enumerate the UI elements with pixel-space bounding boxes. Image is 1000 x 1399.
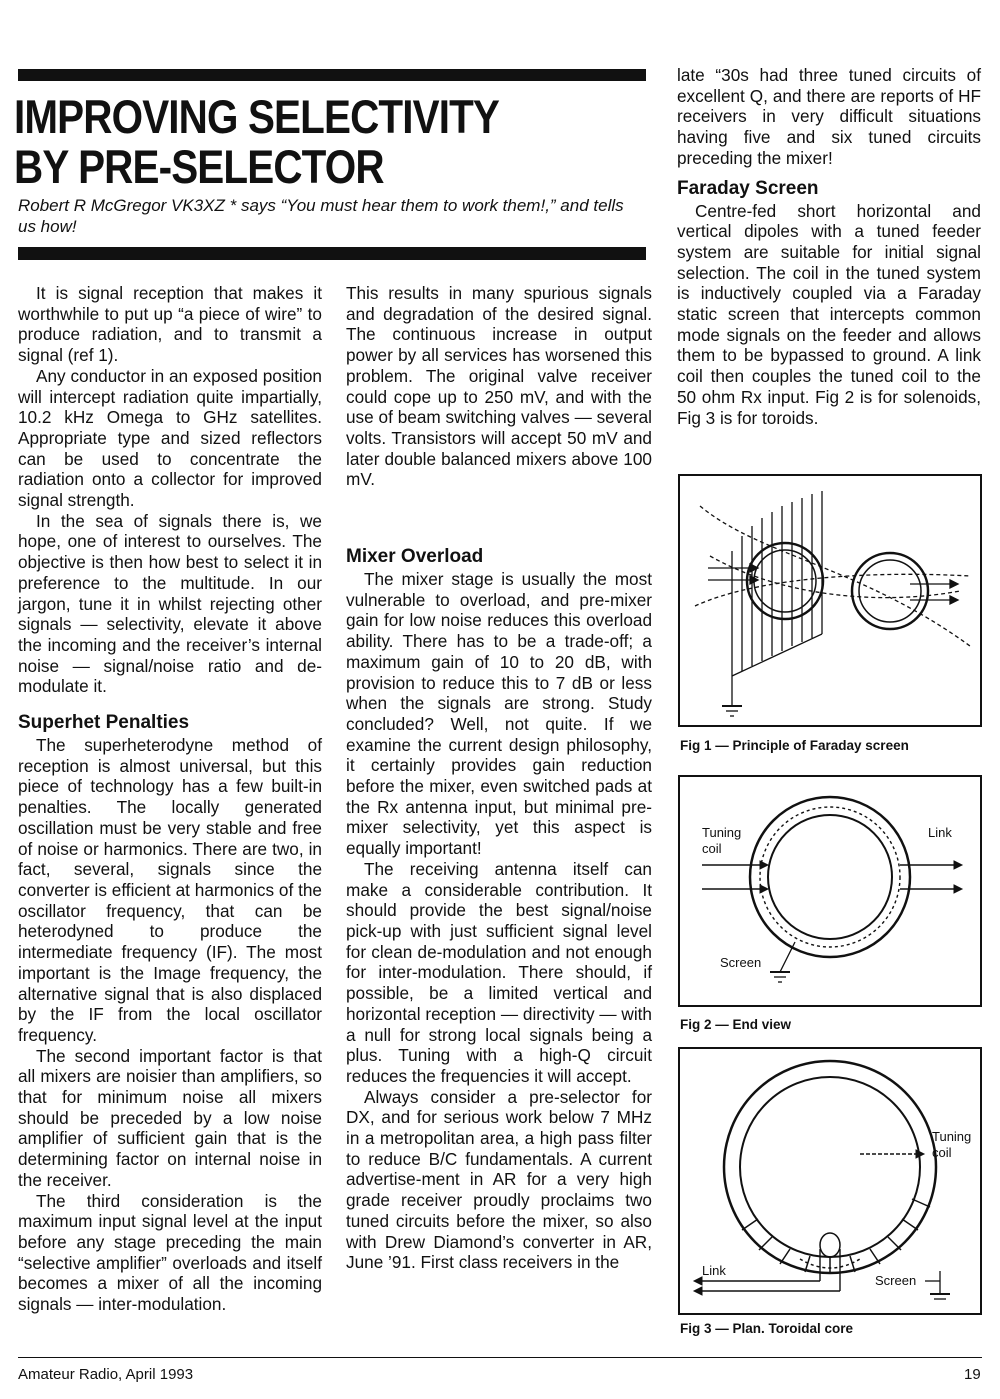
fig3-tuning-label-1: Tuning xyxy=(932,1129,972,1144)
paragraph: The mixer stage is usually the most vulnerable to overload, and pre-mixer gain for low noise reduces this overload ability. There has to be a trade-off; a maximum gain of 10 to 20 dB, with provision to reduce this to 7 dB or less when the signals are strong. Study concluded? Well, not quite. If we examine the current design philosophy, it certainly provides gain reduction before the mixer, even switched pads at the Rx antenna input, but minimal pre-mixer selectivity, yet this aspect is equally important! xyxy=(346,569,652,859)
paragraph: Any conductor in an exposed position will intercept radiation quite impartially, 10.2 kHz Omega to GHz satellites. Appropriate type and sized reflectors can be used to concentrate the radiation onto a collector for improved signal strength. xyxy=(18,365,322,511)
fig2-link-label: Link xyxy=(928,825,952,840)
figure-3-caption: Fig 3 — Plan. Toroidal core xyxy=(680,1321,854,1336)
byline-rule xyxy=(18,247,646,260)
paragraph: In the sea of signals there is, we hope, one of interest to ourselves. The objective is then how best to select it in preference to the multitude. In our jargon, tune it in whilst rejecting other signals — selectivity, elevate it above the incoming and the receiver’s internal noise — signal/noise ratio and de-modulate it. xyxy=(18,510,322,697)
section-heading: Faraday Screen xyxy=(677,177,819,199)
column-2 xyxy=(346,283,652,1273)
toroidal-core-diagram xyxy=(680,1049,980,1313)
paragraph: The third consideration is the maximum input signal level at the input before any stage preceding the main “selective amplifier” overloads and itself becomes a mixer of all the incoming signals — inter-modulation. xyxy=(18,1190,322,1315)
column-1 xyxy=(18,283,322,1315)
paragraph: late “30s had three tuned circuits of excellent Q, and there are reports of HF receivers in very difficult situations having five and six tuned circuits preceding the mixer! xyxy=(677,65,981,168)
figure-3 xyxy=(678,1047,982,1315)
end-view-diagram xyxy=(680,777,980,1005)
figure-2-caption: Fig 2 — End view xyxy=(680,1017,792,1032)
section-heading: Mixer Overload xyxy=(346,546,484,568)
paragraph: The superheterodyne method of reception is almost universal, but this piece of technology has a few built-in penalties. The locally generated oscillation must be very stable and free of noise or harmonics. There are two, in fact, several, signals since the converter is efficient at harmonics of the oscillator frequency, that can be heterodyned to produce the intermediate frequency (IF). The most important is the Image frequency, the alternative signal that is also displaced by the IF from the local oscillator frequency. xyxy=(18,735,322,1045)
figure-2 xyxy=(678,775,982,1007)
paragraph: Centre-fed short horizontal and vertical dipoles with a tuned feeder system are suitable for initial signal selection. The coil in the tuned system is inductively coupled via a Faraday static screen that intercepts common mode signals on the feeder and allows them to be bypassed to ground. A link coil then couples the tuned coil to the 50 ohm Rx input. Fig 2 is for solenoids, Fig 3 is for toroids. xyxy=(677,200,981,428)
paragraph: This results in many spurious signals and degradation of the desired signal. The continuous increase in output power by all services has worsened this problem. The original valve receiver could cope up to 250 mV, and with the use of beam switching valves — several volts. Transistors will accept 50 mV and later double balanced mixers above 100 mV. xyxy=(346,283,652,490)
top-rule xyxy=(18,69,646,81)
footer-rule xyxy=(18,1357,982,1358)
fig3-screen-label: Screen xyxy=(875,1273,917,1288)
paragraph: The receiving antenna itself can make a considerable contribution. It should provide the best signal/noise pick-up with just sufficient signal level for clean de-modulation and not enough for inter-modulation. There should, if possible, be a limited vertical and horizontal reception — directivity — with a null for strong local signals being a plus. Tuning with a high-Q circuit reduces the frequencies it will accept. xyxy=(346,858,652,1086)
paragraph: The second important factor is that all mixers are noisier than amplifiers, so that for minimum noise all mixers should be preceded by a low noise amplifier of sufficient gain that is the determining factor on internal noise in the receiver. xyxy=(18,1045,322,1190)
page-number: 19 xyxy=(964,1366,981,1383)
article-byline: Robert R McGregor VK3XZ * says “You must hear them to work them!,” and tells us how! xyxy=(18,196,624,236)
paragraph: It is signal reception that makes it worthwhile to put up “a piece of wire” to produce radiation, and to transmit a signal (ref 1). xyxy=(18,283,322,366)
section-heading: Superhet Penalties xyxy=(18,712,190,734)
figure-1-caption: Fig 1 — Principle of Faraday screen xyxy=(680,738,909,753)
column-3 xyxy=(677,65,981,428)
article-title: IMPROVING SELECTIVITY BY PRE-SELECTOR xyxy=(14,90,499,193)
fig3-link-label: Link xyxy=(702,1263,726,1278)
fig2-screen-label: Screen xyxy=(720,955,762,970)
fig2-tuning-label-2: coil xyxy=(702,841,722,856)
fig2-tuning-label-1: Tuning xyxy=(702,825,742,840)
footer-publication: Amateur Radio, April 1993 xyxy=(18,1366,194,1383)
faraday-screen-diagram xyxy=(680,476,980,725)
figure-1 xyxy=(678,474,982,727)
paragraph: Always consider a pre-selector for DX, and for serious work below 7 MHz in a metropolitan area, a high pass filter to reduce B/C fundamentals. A current advertise-ment in AR for a very high grade receiver proudly proclaims two tuned circuits before the mixer, so also with Drew Diamond’s converter in AR, June ’91. First class receivers in the xyxy=(346,1086,652,1273)
fig3-tuning-label-2: coil xyxy=(932,1145,952,1160)
